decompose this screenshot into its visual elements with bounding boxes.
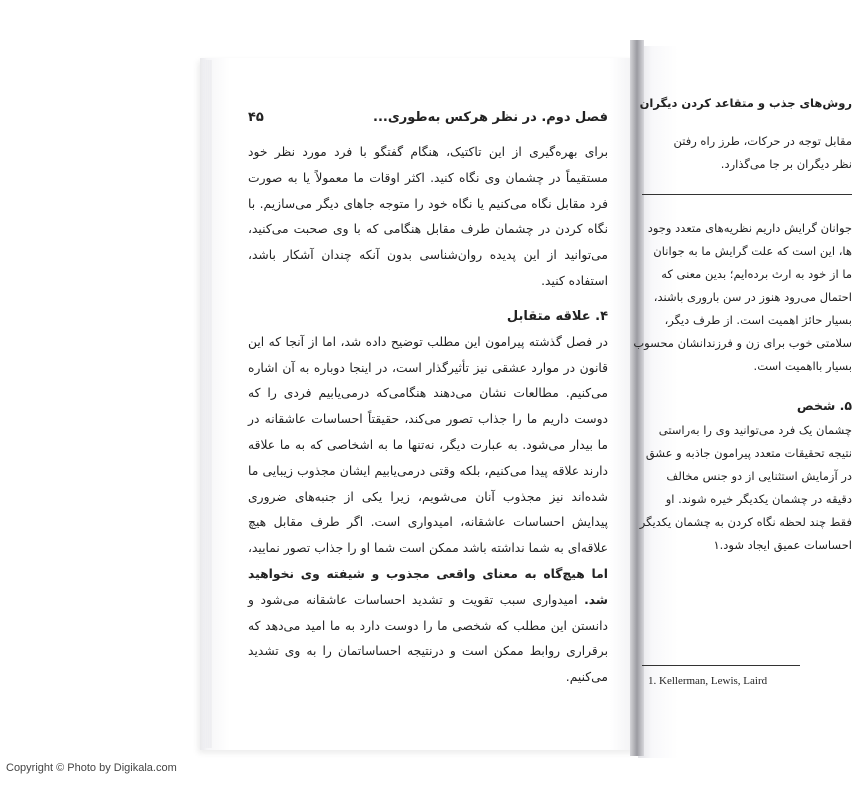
paragraph-2-end: امیدواری سبب تقویت و تشدید احساسات عاشقانه می‌شود و دانستن این مطلب که شخصی ما را دوست دارد به ما امید می‌دهد که برقراری روابط ممکن است و درنتیجه احساساتمان را به وی تشدید می‌کنیم. xyxy=(248,592,608,685)
left-page-edge xyxy=(204,60,212,748)
box-line-7: بسیار بااهمیت است. xyxy=(753,359,852,373)
paragraph-1: برای بهره‌گیری از این تاکتیک، هنگام گفتگو با فرد مورد نظر خود مستقیماً در چشمان وی نگاه کنید. اکثر اوقات ما معمولاً یا به صورت فرد مقابل نگاه می‌کنیم یا نگاه خود را متوجه جاهای دیگر می‌سازیم. با نگاه کردن در چشمان طرف مقابل هنگامی که با وی صحبت می‌کنید، می‌توانید از این پدیده روان‌شناسی بدون آنکه چندان آشکار باشد، استفاده کنید. xyxy=(248,145,608,288)
box-line-4: احتمال می‌رود هنوز در سن باروری باشند، xyxy=(653,290,852,304)
photo-credit: Copyright © Photo by Digikala.com xyxy=(6,762,177,774)
right-body-line-4: دقیقه در چشمان یکدیگر خیره شوند. او xyxy=(665,492,852,506)
paragraph-2 xyxy=(248,330,608,691)
right-body-line-6: احساسات عمیق ایجاد شود.۱ xyxy=(713,538,852,552)
section-title-mutual-interest: ۴. علاقه متقابل xyxy=(506,308,608,324)
right-body-line-1: چشمان یک فرد می‌توانید وی را به‌راستی xyxy=(658,423,852,437)
right-page-text xyxy=(633,96,852,736)
box-line-3: ما از خود به ارث برده‌ایم؛ بدین معنی که xyxy=(661,267,852,281)
left-running-header xyxy=(248,102,608,132)
box-line-1: جوانان گرایش داریم نظریه‌های متعدد وجود xyxy=(647,221,852,235)
box-line-6: سلامتی خوب برای زن و فرزندانشان محسوب xyxy=(633,336,852,350)
right-body-line-2: نتیجه تحقیقات متعدد پیرامون جاذبه و عشق xyxy=(645,446,852,460)
paragraph-2-bold: اما هیچ‌گاه به معنای واقعی مجذوب و شیفته وی نخواهید شد. xyxy=(248,566,608,607)
footnote-rule xyxy=(642,665,800,666)
box-line-5: بسیار حائز اهمیت است. از طرف دیگر، xyxy=(664,313,852,327)
right-top-line-1: مقابل توجه در حرکات، طرز راه رفتن xyxy=(673,134,852,148)
box-line-2: ها، این است که علت گرایش ما به جوانان xyxy=(653,244,852,258)
paragraph-2-start: در فصل گذشته پیرامون این مطلب توضیح داده شد، اما از آنجا که این قانون در موارد عشقی نیز تأثیرگذار است، در اینجا دوباره به آن اشاره می‌کنیم. مطالعات نشان می‌دهند هنگامی‌که درمی‌یابیم فردی را که دوست داریم ما را جذاب تصور می‌کند، حقیقتاً احساسات عاشقانه در ما بیدار می‌شود. به عبارت دیگر، نه‌تنها ما به اشخاصی که به ما علاقه دارند علاقه پیدا می‌کنیم، بلکه وقتی درمی‌یابیم ایشان مجذوب زیبایی ما شده‌اند نیز مجذوب آنان می‌شویم، زیرا یکی از جنبه‌های ضروری پیدایش احساسات عاشقانه، امیدواری است. اگر طرف مقابل هیچ علاقه‌ای به شما نداشته باشد ممکن است شما او را جذاب تصور نمایید، xyxy=(248,334,608,556)
right-top-line-2: نظر دیگران بر جا می‌گذارد. xyxy=(720,157,852,171)
right-running-header: روش‌های جذب و متقاعد کردن دیگران xyxy=(639,96,852,110)
left-page-text xyxy=(248,102,608,691)
box-rule xyxy=(642,194,852,195)
right-body-line-5: فقط چند لحظه نگاه کردن به چشمان یکدیگر xyxy=(639,515,852,529)
right-section-title: ۵. شخص xyxy=(796,398,852,413)
right-body-line-3: در آزمایش استثنایی از دو جنس مخالف xyxy=(666,469,852,483)
footnote: 1. Kellerman, Lewis, Laird xyxy=(648,675,768,687)
left-page-number: ۴۵ xyxy=(248,109,264,125)
left-running-head-title: فصل دوم. در نظر هرکس به‌طوری... xyxy=(373,109,608,125)
